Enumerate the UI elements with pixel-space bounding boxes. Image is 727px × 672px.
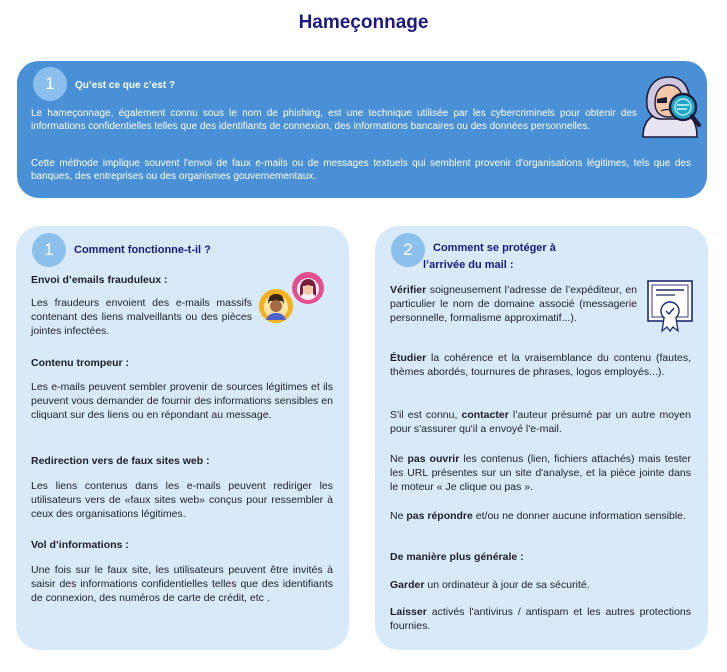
tip-leave-enabled [390,606,691,634]
tip-verify-keyword: Vérifier [390,284,427,296]
tip-open-keyword: pas ouvrir [407,453,460,465]
tip-verify [390,284,637,326]
tip-study-text: la cohérence et la vraisemblance du contenu (fautes, thèmes abordés, tournures de phrases, logos employés...). [390,352,691,378]
tip-verify-text: soigneusement l’adresse de l’expéditeur, en particulier le nom de domaine associé (messagerie personnelle, formalisme approximatif...). [390,284,637,324]
tip-contact-pre: S'il est connu, [390,409,462,421]
how-it-works-card [16,226,349,650]
intro-paragraph-1: Le hameçonnage, également connu sous le nom de phishing, est une technique utilisée par les cybercriminels pour obtenir des informations confidentielles telles que des identifiants de connexion, des informations bancaires ou des données personnelles. [31,108,637,132]
section-1-title: Envoi d’emails frauduleux : [31,274,168,286]
card-heading-line-2: l’arrivée du mail : [423,258,514,271]
intro-heading: Qu’est ce que c’est ? [75,80,176,91]
certificate-icon [645,278,695,334]
general-title: De manière plus générale : [390,551,524,563]
tip-keep-updated [390,579,691,593]
intro-paragraph-2: Cette méthode implique souvent l'envoi de faux e-mails ou de messages textuels qui semblent provenir d'organisations légitimes, tels que des banques, des entreprises ou des organismes gouvernementaux. [31,158,691,182]
section-number-badge: 1 [33,67,67,101]
tip-contact-text: l’auteur présumé par un autre moyen pour s'assurer qu'il a envoyé l'e-mail. [390,409,691,435]
tip-leave-keyword: Laisser [390,606,427,618]
tip-study [390,352,691,380]
hacker-magnifier-icon [637,73,703,139]
section-3-text: Les liens contenus dans les e-mails peuvent rediriger les utilisateurs vers de «faux sites web» conçus pour ressembler à ceux des organisations légitimes. [31,480,333,520]
section-4-title: Vol d’informations : [31,539,129,551]
how-to-protect-card [375,226,708,650]
card-heading-line-1: Comment se protéger à [433,242,556,254]
tip-keep-keyword: Garder [390,579,425,591]
users-chat-icon [256,270,336,326]
card-heading: Comment fonctionne-t-il ? [74,244,211,256]
tip-reply-keyword: pas répondre [406,510,473,522]
tip-reply-text: et/ou ne donner aucune information sensible. [472,510,686,522]
tip-leave-text: activés l'antivirus / antispam et les autres protections fournies. [390,606,691,632]
tip-open-text: les contenus (lien, fichiers attachés) mais tester les URL présentes sur un site d'analyse, et la pièce jointe dans le moteur « Je clique ou pas ». [390,453,691,493]
section-2-title: Contenu trompeur : [31,357,129,369]
section-2-text: Les e-mails peuvent sembler provenir de sources légitimes et ils peuvent vous demander de fournir des informations sensibles en cliquant sur des liens ou en répondant au message. [31,381,333,421]
tip-keep-text: un ordinateur à jour de sa sécurité. [424,579,590,591]
tip-do-not-reply [390,510,691,524]
intro-box [17,61,707,198]
section-number-badge: 2 [391,233,425,267]
section-number-badge: 1 [32,233,66,267]
tip-reply-pre: Ne [390,510,407,522]
page-title: Hameçonnage [298,12,429,33]
section-4-text: Une fois sur le faux site, les utilisateurs peuvent être invités à saisir des informations confidentielles telles que des identifiants de connexion, des numéros de carte de crédit, etc . [31,564,333,604]
tip-study-keyword: Étudier [390,352,427,364]
section-1-text: Les fraudeurs envoient des e-mails massifs contenant des liens malveillants ou des pièces jointes infectées. [31,297,252,337]
tip-open-pre: Ne [390,453,408,465]
tip-do-not-open [390,453,691,495]
tip-contact-keyword: contacter [461,409,509,421]
tip-contact [390,409,691,437]
card-heading [423,240,593,273]
section-3-title: Redirection vers de faux sites web : [31,455,210,467]
